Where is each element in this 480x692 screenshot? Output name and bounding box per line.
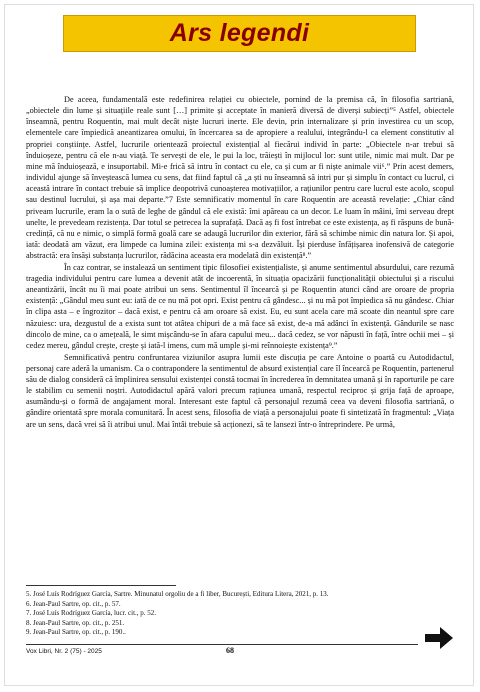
journal-info: Vox Libri, Nr. 2 (75) - 2025 [26,648,102,655]
section-banner [63,15,416,52]
footnote: 6. Jean-Paul Sartre, op. cit., p. 57. [26,599,121,608]
footnote: 9. Jean-Paul Sartre, op. cit., p. 190.. [26,628,126,637]
next-page-button[interactable] [425,627,453,649]
page-number: 68 [226,646,234,655]
footnote-divider [26,585,176,586]
footnote: 8. Jean-Paul Sartre, op. cit., p. 251. [26,618,125,627]
right-arrow-icon [425,627,453,649]
paragraph: Semnificativă pentru confruntarea viziunilor asupra lumii este discuția pe care Antoine o poartă cu Autodidactul, personaj care aderă la umanism. Ca o contrapondere la sentimentul de absurd existențial care îl încearcă pe Roquentin, partenerul său de dialog consideră că împlinirea sensului existenței constă tocmai în încrederea în demnitatea umană și în raporturile pe care le stabilim cu semenii noștri. Autodidactul apără valori precum rațiunea umană, respectul reciproc și grija față de aproape, asumându-și o formă de angajament moral. Interesant este faptul că personajul rezumă ceea va deveni filosofia sartriană, o gândire orientată spre morala comunitară. În acest sens, filosofia de viață a personajului poate fi sintetizată în fragmentul: „Viața are un sens, dacă vrei să îi atribui unul. Mai întâi trebuie să acționezi, să te lansezi într-o întreprindere. Pe urmă, [26,352,454,429]
footnote: 7. José Luís Rodríguez García, lucr. cit., p. 52. [26,609,157,618]
footnote: 5. José Luís Rodríguez García, Sartre. Minunatul orgoliu de a fi liber, București, Editura Litera, 2021, p. 13. [26,590,329,598]
footer-divider [26,644,418,645]
article-body [26,94,454,430]
paragraph: În caz contrar, se instalează un sentiment tipic filosofiei existențialiste, și anume sentimentul absurdului, care rezumă tragedia individului pentru care lumea a devenit atât de incoerentă, în situația opacizării funcționalității obiectului și a riscului aneantizării, încât nu îi mai poate atribui un sens. Sentimentul îl încearcă și pe Roquentin atunci când are oroare de propria existență: „Gândul meu sunt eu: iată de ce nu mă pot opri. Exist pentru că gândesc... și nu mă pot împiedica să nu gândesc. Chiar în clipa asta – e îngrozitor – dacă exist, e pentru că am oroare să exist. Eu, eu sunt acela care mă scoate din neantul spre care năzuiesc: ura, dezgustul de a exista sunt tot atâtea chipuri de a mă face să exist, de-a mă adânci în existență. Gândurile se nasc dincolo de mine, ca o amețeală, le simt mișcându-se în afara capului meu... dacă cedez, se vor năpusti în față, între ochii mei – și cedez mereu, gândul crește, crește și iată-l imens, cum mă umple și-mi reînnoiește existența⁹.” [26,262,454,350]
paragraph: De aceea, fundamentală este redefinirea relației cu obiectele, pornind de la premisa că, în filosofia sartriană, „obiectele din lume și situațiile reale sunt […] primite și acceptate în manieră diversă de diverși subiecți”⁵ Astfel, obiectele înseamnă, pentru Roquentin, mai mult decât niște lucruri inerte. Ele devin, prin internalizare și prin investirea cu un scop, elementele care împiedică aneantizarea omului, în încercarea sa de apropiere a realului, integrându-l ca element constitutiv al propriei conștiințe. Astfel, lucrurile orientează proiectul existențial al fiecărui individ în parte: „Obiectele n-ar trebui să înduioșeze, pentru că ele n-au viață. Te servești de ele, le pui la loc, trăiești în mijlocul lor: sunt utile, nimic mai mult. Dar pe mine mă înduioșează, e insuportabil. Mi-e frică să intru în contact cu ele, ca și cum ar fi niște animale vii⁶.” Prin acest demers, individul ajunge să înveștească lumea cu sens, dat fiind faptul că „a ști nu înseamnă să intri pur și simplu în contact cu lucrul, ci această intrare în contact trebuie să implice deopotrivă cunoașterea motivațiilor, a rațiunilor pentru care lucrul este acolo, scopul sau destinul lucrului, și așa mai departe.”7 Este semnificativ momentul în care Roquentin are această revelație: „Chiar când priveam lucrurile, eram la o sută de leghe de gândul că ele există: îmi apăreau ca un decor. Le luam în mâini, îmi serveau drept unelte, le prevedeam rezistența. Dar totul se petrecea la suprafață. Dacă aș fi fost întrebat ce este existența, aș fi răspuns de bună-credință, că nu e nimic, o simplă formă goală care se adaugă lucrurilor din exterior, fără să schimbe nimic din natura lor. Și apoi, iată: deodată am văzut, era limpede ca lumina zilei: existența mi s-a dezvăluit. Își pierduse înfățișarea inofensivă de categorie abstractă: era însăși substanța lucrurilor, rădăcina aceasta era modelată din existență⁸.” [26,95,454,261]
footnotes [26,590,454,638]
section-title: Ars legendi [169,19,310,47]
